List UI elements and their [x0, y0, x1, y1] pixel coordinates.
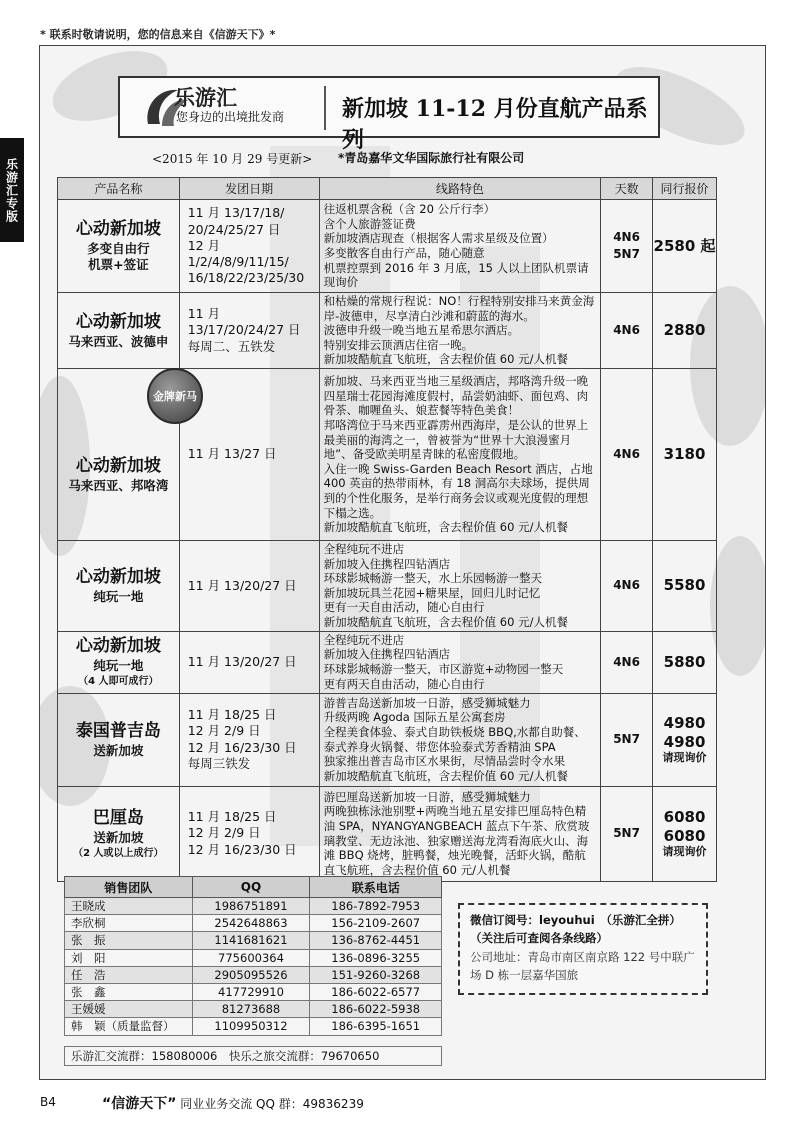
- product-title: 泰国普吉岛: [75, 720, 161, 741]
- route-features: [319, 293, 600, 369]
- feature-line: 全程纯玩不进店: [323, 541, 405, 556]
- header-price: 同行报价: [653, 178, 717, 200]
- footer-text: [102, 1093, 364, 1113]
- product-title: 心动新加坡: [75, 636, 161, 657]
- route-features: [319, 693, 600, 786]
- days-value: 5N7: [613, 826, 640, 841]
- feature-line: 环球影城畅游一整天，水上乐园畅游一整天: [323, 571, 543, 586]
- sales-phone: 151-9260-3268: [310, 966, 442, 983]
- feature-line: 游普吉岛送新加坡一日游，感受狮城魅力: [323, 695, 531, 710]
- feature-line: 游巴厘岛送新加坡一日游，感受狮城魅力: [323, 789, 531, 804]
- sales-name: 任 浩: [65, 966, 193, 983]
- days-value: 4N6: [613, 654, 640, 669]
- side-tab: 乐游汇专版: [0, 138, 24, 242]
- feature-line: 特别安排云顶酒店住宿一晚。: [323, 337, 474, 352]
- days-value: 5N7: [613, 732, 640, 747]
- feature-line: 入住一晚 Swiss-Garden Beach Resort 酒店，占地 400 英亩的热带雨林，有 18 洞高尔夫球场，提供周到的个性化服务，是举行商务会议或观光度假的理想下榻之选。: [323, 461, 593, 520]
- sales-qq: 81273688: [192, 1001, 310, 1018]
- date-line: 12 月 1/2/4/8/9/11/15/: [187, 237, 289, 270]
- date-line: 11 月 18/25 日: [187, 707, 277, 723]
- date-line: 11 月 13/27 日: [187, 446, 277, 462]
- update-date: <2015 年 10 月 29 号更新>: [152, 152, 313, 166]
- table-row: [58, 631, 717, 693]
- sales-row: [65, 983, 442, 1000]
- price-cell: [653, 693, 717, 786]
- price-value: 4980: [663, 713, 706, 732]
- sales-phone: 186-6395-1651: [310, 1018, 442, 1035]
- product-subtitle: 纯玩一地: [93, 588, 144, 604]
- product-subtitle-2: 机票+签证: [88, 257, 149, 273]
- sales-header-qq: QQ: [192, 877, 310, 898]
- price-value: 6080: [663, 807, 706, 826]
- top-note: * 联系时敬请说明，您的信息来自《信游天下》*: [40, 28, 276, 41]
- feature-line: 和枯燥的常规行程说：NO！行程特别安排马来黄金海岸-波德申，尽享清白沙滩和蔚蓝的海水。: [323, 294, 595, 323]
- feature-line: 新加坡酷航直飞航班，含去程价值 60 元/人机餐: [323, 614, 568, 629]
- company-name: *青岛嘉华文华国际旅行社有限公司: [338, 151, 525, 165]
- days-value: 4N6: [613, 230, 640, 245]
- sales-header-team: 销售团队: [65, 877, 193, 898]
- footer-brand: “信游天下”: [102, 1096, 177, 1112]
- days-cell: [601, 693, 653, 786]
- feature-line: 两晚独栋泳池别墅+两晚当地五星安排巴厘岛特色精油 SPA，NYANGYANGBEACH 蓝点下午茶、欣赏玻璃教堂、无边泳池、独家赠送海龙湾看海底火山、海滩 BBQ 烧烤，脏鸭餐，烛光晚餐，活虾火锅，酷航直飞航班，含去程价值 60 元/人机餐: [323, 804, 590, 877]
- page-title: 新加坡 11-12 月份直航产品系列: [342, 96, 648, 153]
- price-note: 请现询价: [662, 751, 707, 765]
- feature-line: 含个人旅游签证费: [323, 216, 416, 231]
- sales-name: 李欣桐: [65, 915, 193, 932]
- price-value: 2880: [663, 321, 706, 340]
- date-line: 12 月 16/23/30 日: [187, 739, 297, 755]
- date-line: 12 月 16/23/30 日: [187, 841, 297, 857]
- product-title: 心动新加坡: [75, 455, 161, 476]
- sales-header-phone: 联系电话: [310, 877, 442, 898]
- product-table: [57, 177, 717, 882]
- sales-row: [65, 966, 442, 983]
- table-row: [58, 693, 717, 786]
- days-cell: [601, 631, 653, 693]
- days-cell: [601, 293, 653, 369]
- product-name-cell: [58, 631, 180, 693]
- departure-dates: [179, 631, 319, 693]
- date-line: 每周二、五铁发: [187, 338, 276, 354]
- feature-line: 波德申升级一晚当地五星希思尔酒店。: [323, 323, 520, 338]
- sales-phone: 186-6022-5938: [310, 1001, 442, 1018]
- product-name-cell: [58, 786, 180, 881]
- product-note: （4 人即可成行）: [78, 676, 159, 688]
- product-title: 巴厘岛: [92, 807, 144, 828]
- sales-phone: 136-0896-3255: [310, 949, 442, 966]
- wechat-account: 微信订阅号：leyouhui （乐游汇全拼）: [470, 913, 681, 927]
- sales-phone: 186-6022-6577: [310, 983, 442, 1000]
- table-header-row: [58, 178, 717, 200]
- exchange-groups: 乐游汇交流群：158080006 快乐之旅交流群：79670650: [64, 1046, 442, 1066]
- days-value: 5N7: [613, 247, 640, 261]
- product-subtitle: 马来西亚、波德申: [68, 333, 169, 349]
- product-subtitle: 送新加坡: [93, 829, 144, 845]
- departure-dates: [179, 693, 319, 786]
- price-note: 请现询价: [662, 845, 707, 859]
- header-product-name: 产品名称: [58, 178, 180, 200]
- departure-dates: [179, 786, 319, 881]
- table-row: [58, 200, 717, 293]
- price-cell: [653, 368, 717, 540]
- route-features: [319, 786, 600, 881]
- route-features: [319, 631, 600, 693]
- departure-dates: [179, 293, 319, 369]
- header-divider: [324, 86, 326, 130]
- date-line: 12 月 2/9 日: [187, 825, 261, 841]
- company-address: 公司地址：青岛市南区南京路 122 号中联广场 D 栋一层嘉华国旅: [470, 949, 695, 983]
- date-line: 20/24/25/27 日: [187, 221, 281, 237]
- date-line: 16/18/22/23/25/30: [187, 270, 305, 286]
- sales-header-row: [65, 877, 442, 898]
- sales-name: 韩 颖（质量监督）: [65, 1018, 193, 1035]
- sales-row: [65, 1001, 442, 1018]
- feature-line: 新加坡入住携程四钻酒店: [323, 647, 451, 662]
- header-departure-date: 发团日期: [179, 178, 319, 200]
- price-value: 4980: [663, 732, 706, 751]
- product-note: （2 人或以上成行）: [73, 847, 164, 859]
- sales-row: [65, 949, 442, 966]
- price-value: 6080: [663, 826, 706, 845]
- product-name-cell: [58, 693, 180, 786]
- days-cell: [601, 200, 653, 293]
- price-cell: [653, 200, 717, 293]
- feature-line: 机票控票到 2016 年 3 月底，15 人以上团队机票请现询价: [323, 260, 589, 290]
- date-line: 11 月 13/17/18/: [187, 205, 285, 221]
- price-value: 2580 起: [653, 236, 716, 255]
- date-line: 11 月 13/17/20/24/27 日: [187, 306, 301, 338]
- feature-line: 新加坡酷航直飞航班，含去程价值 60 元/人机餐: [323, 352, 568, 367]
- date-line: 11 月 13/20/27 日: [187, 653, 297, 669]
- feature-line: 往返机票含税（含 20 公斤行李）: [323, 202, 496, 217]
- date-line: 每周三铁发: [187, 755, 251, 771]
- product-name-cell: [58, 200, 180, 293]
- date-line: 12 月 2/9 日: [187, 723, 261, 739]
- product-name-cell: [58, 293, 180, 369]
- footer-qq-group: 同业业务交流 QQ 群：49836239: [180, 1097, 364, 1111]
- price-cell: [653, 786, 717, 881]
- sales-name: 张 鑫: [65, 983, 193, 1000]
- product-subtitle: 多变自由行: [87, 240, 150, 256]
- departure-dates: [179, 540, 319, 631]
- sales-qq: 2905095526: [192, 966, 310, 983]
- sales-row: [65, 1018, 442, 1035]
- days-value: 4N6: [613, 578, 640, 593]
- feature-line: 新加坡酒店现查（根据客人需求星级及位置）: [323, 231, 554, 246]
- sales-name: 刘 阳: [65, 949, 193, 966]
- sales-name: 张 振: [65, 932, 193, 949]
- sales-qq: 417729910: [192, 983, 310, 1000]
- feature-line: 全程美食体验、泰式自助铁板烧 BBQ,水都自助餐、泰式养身火锅餐、带您体验泰式芳香精油 SPA: [323, 724, 586, 754]
- feature-line: 独家推出普吉岛市区水果街，尽情品尝时令水果: [323, 754, 566, 769]
- feature-line: 新加坡、马来西亚当地三星级酒店，邦咯湾升级一晚四星瑞士花园海滩度假村，品尝奶油虾、面包鸡、肉骨茶、咖喱鱼头、娘惹餐等特色美食！: [323, 374, 589, 418]
- sales-qq: 1141681621: [192, 932, 310, 949]
- days-value: 4N6: [613, 323, 640, 338]
- product-name-cell: [58, 540, 180, 631]
- sales-phone: 156-2109-2607: [310, 915, 442, 932]
- table-row: [58, 786, 717, 881]
- price-cell: [653, 540, 717, 631]
- product-title: 心动新加坡: [75, 311, 161, 332]
- feature-line: 全程纯玩不进店: [323, 632, 405, 647]
- days-cell: [601, 368, 653, 540]
- feature-line: 新加坡酷航直飞航班，含去程价值 60 元/人机餐: [323, 768, 568, 783]
- feature-line: 更有两天自由活动，随心自由行: [323, 676, 485, 691]
- feature-line: 新加坡玩具兰花园+糖果屋，回归儿时记忆: [323, 585, 541, 600]
- feature-line: 新加坡入住携程四钻酒店: [323, 556, 451, 571]
- date-line: 11 月 13/20/27 日: [187, 577, 297, 593]
- product-subtitle: 纯玩一地: [93, 658, 144, 674]
- sales-name: 王媛媛: [65, 1001, 193, 1018]
- page-number: B4: [40, 1095, 56, 1109]
- product-title: 心动新加坡: [75, 566, 161, 587]
- header-days: 天数: [601, 178, 653, 200]
- sales-row: [65, 932, 442, 949]
- feature-line: 环球影城畅游一整天，市区游览+动物园一整天: [323, 662, 564, 677]
- wechat-note: （关注后可查阅各条线路）: [470, 931, 608, 946]
- departure-dates: [179, 200, 319, 293]
- route-features: [319, 368, 600, 540]
- product-title: 心动新加坡: [75, 218, 161, 239]
- sales-qq: 2542648863: [192, 915, 310, 932]
- header-route-features: 线路特色: [319, 178, 600, 200]
- price-cell: [653, 293, 717, 369]
- sales-name: 王晓成: [65, 898, 193, 915]
- wechat-box: [458, 903, 708, 995]
- header-box: [118, 76, 660, 153]
- table-row: [58, 540, 717, 631]
- product-subtitle: 马来西亚、邦咯湾: [68, 477, 169, 493]
- sales-phone: 186-7892-7953: [310, 898, 442, 915]
- table-row: [58, 293, 717, 369]
- sales-phone: 136-8762-4451: [310, 932, 442, 949]
- days-value: 4N6: [613, 447, 640, 462]
- price-value: 5580: [663, 576, 706, 595]
- feature-line: 升级两晚 Agoda 国际五星公寓套房: [323, 710, 506, 725]
- product-subtitle: 送新加坡: [93, 742, 144, 758]
- gold-medal-badge: 金牌新马: [147, 368, 203, 424]
- days-cell: [601, 786, 653, 881]
- sales-qq: 1109950312: [192, 1018, 310, 1035]
- route-features: [319, 200, 600, 293]
- sales-team-table: [64, 876, 442, 1036]
- sales-qq: 1986751891: [192, 898, 310, 915]
- feature-line: 多变散客自由行产品，随心随意: [323, 246, 485, 260]
- days-cell: [601, 540, 653, 631]
- sales-row: [65, 915, 442, 932]
- logo-slogan: 您身边的出境批发商: [176, 110, 285, 124]
- date-line: 11 月 18/25 日: [187, 809, 277, 825]
- sales-row: [65, 898, 442, 915]
- price-value: 3180: [663, 445, 706, 464]
- feature-line: 邦咯湾位于马来西亚霹雳州西海岸，是公认的世界上最美丽的海湾之一，曾被誉为“世界十大浪漫蜜月地”、备受欧美明星青睐的私密度假地。: [323, 417, 589, 462]
- route-features: [319, 540, 600, 631]
- price-value: 5880: [663, 652, 706, 671]
- price-cell: [653, 631, 717, 693]
- feature-line: 新加坡酷航直飞航班，含去程价值 60 元/人机餐: [323, 520, 568, 535]
- feature-line: 更有一天自由活动，随心自由行: [323, 600, 485, 615]
- logo-name: 乐游汇: [174, 85, 237, 110]
- sales-qq: 775600364: [192, 949, 310, 966]
